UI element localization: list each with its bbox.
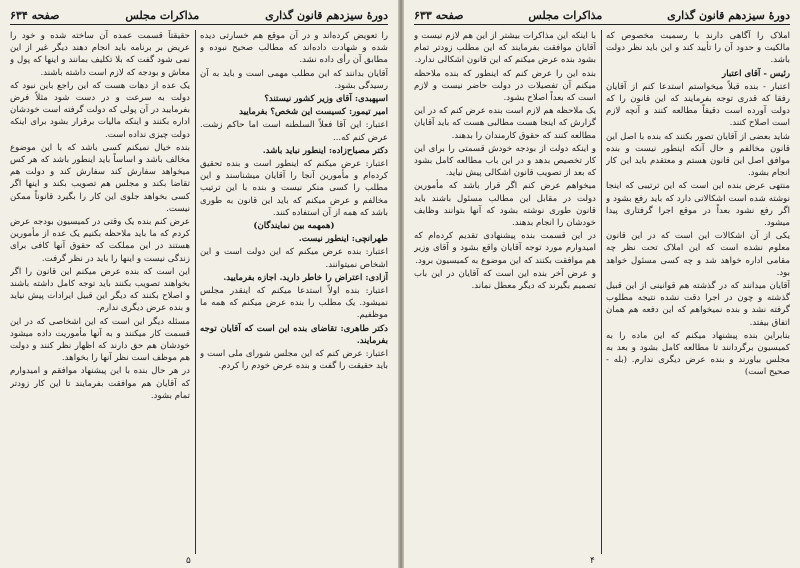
paragraph: یک عده از دهات هست که این راجع باین نبود که دولت به سرعت و در دست شود مثلاً فرض بفرمایید در آن پولی که دولت گرفته است خودشان اداره بکنند و اینکه مالیات برقرار بشود برای اینکه دولت چیزی نداده است. xyxy=(10,80,190,140)
right-page-right-column xyxy=(606,30,790,554)
left-header-page-label: صفحه ۶۳۴ xyxy=(10,8,60,22)
paragraph: آقایان میدانند که در گذشته هم قوانینی از این قبیل گذشته و چون در اجرا دقت نشده نتیجه مطلوب گرفته نشد و بنده نمیخواهم که این دفعه هم همان اتفاق بیفتد. xyxy=(606,281,790,328)
left-page xyxy=(0,0,398,568)
right-page-left-column xyxy=(414,30,596,554)
paragraph: اعتبار: عرض میکنم که اینطور است و بنده تحقیق کرده‌ام و مأمورین آنجا را آقایان میشناسند و این مطلب را کسی منکر نیست و بنده با این ترتیب مخالفم و عرض میکنم که باید این قانون به طوری باشد که همه از آن استفاده کنند. xyxy=(200,159,388,218)
column-divider xyxy=(195,30,196,554)
paragraph: اعتبار: بنده اولاً استدعا میکنم که اینقدر مجلس نمیشود. یک مطلب را بنده عرض میکنم که همه ما موظفیم. xyxy=(200,286,388,321)
left-page-header xyxy=(10,6,388,25)
paragraph: در هر حال بنده با این پیشنهاد موافقم و امیدوارم که آقایان هم موافقت بفرمایند تا این کار زودتر تمام بشود. xyxy=(10,366,190,401)
paragraph: یکی از آن اشکالات این است که در این قانون معلوم نشده است که این املاک تحت نظر چه مقامی اداره خواهد شد و چه کسی مسئول خواهد بود. xyxy=(606,231,790,278)
paragraph: حقیقتاً قسمت عمده آن ساخته شده و خود را عریض بر برنامه باید انجام دهند دیگر غیر از این نمی شود گفت که بلا تکلیف بمانند و اینها که پول و معاش و بودجه که لازم است داشته باشند. xyxy=(10,31,190,78)
paragraph: این است که بنده عرض میکنم این قانون را اگر بخواهند تصویب بکنند باید توجه کامل داشته باشند و اصلاح بکنند که دیگر این قبیل ایرادات پیش نیاید و بنده عرض دیگری ندارم. xyxy=(10,266,190,314)
paragraph: و عرض آخر بنده این است که آقایان در این باب تصمیم بگیرند که دیگر معطل نماند. xyxy=(414,268,596,292)
paragraph: آقایان بدانند که این مطلب مهمی است و باید به آن رسیدگی بشود. xyxy=(200,68,388,91)
left-page-left-column xyxy=(10,30,190,554)
interjection: (همهمه بین نمایندگان) xyxy=(253,221,335,232)
right-page-number: ۴ xyxy=(590,556,595,566)
paragraph: یک ملاحظه هم لازم است بنده عرض کنم که در این گزارش که اینجا هست مطالبی هست که باید آقایان مطالعه کنند که حقوق کارمندان را بدهند. xyxy=(414,106,596,141)
paragraph: را تعویض کرده‌اند و در آن موقع هم خسارتی دیده شده و شهادت داده‌اند که مطالب صحیح نبوده و مطابق آن رأی داده نشد. xyxy=(200,31,388,66)
speaker-line: اسپهبدی: آقای وزیر کشور نیستند؟ xyxy=(264,94,388,105)
paragraph: با اینکه این مذاکرات بیشتر از این هم لازم نیست و آقایان موافقت بفرمایند که این مطلب زودتر تمام بشود بنده عرض میکنم که این قانون اشکالی ندارد. xyxy=(414,31,596,66)
speaker-line: دکتر مصباح‌زاده: اینطور نباید باشد. xyxy=(262,145,388,156)
left-page-right-column xyxy=(200,30,388,554)
paragraph: در این قسمت بنده پیشنهادی تقدیم کرده‌ام که امیدوارم مورد توجه آقایان واقع بشود و آقای وزیر هم موافقت بکنند که این موضوع به کمیسیون برود. xyxy=(414,231,596,266)
left-header-session: دورهٔ سیزدهم قانون گذاری xyxy=(265,8,388,22)
right-page-header xyxy=(414,6,790,25)
speaker-line: امیر تیمور: کسیست این شخص؟ بفرمایید xyxy=(239,107,388,118)
paragraph: و اینکه دولت از بودجه خودش قسمتی را برای این کار تخصیص بدهد و در این باب مطالعه کامل بشود که بعد از تصویب قانون اشکالی پیش نیاید. xyxy=(414,143,596,179)
right-page xyxy=(404,0,800,568)
right-header-page-label: صفحه ۶۳۳ xyxy=(414,8,464,22)
left-header-title: مذاکرات مجلس xyxy=(125,8,200,22)
paragraph: بنده این را عرض کنم که اینطور که بنده ملاحظه میکنم آن تفصیلات در دولت حاضر نیست و لازم است که بعداً اصلاح بشود. xyxy=(414,68,596,104)
paragraph: املاک را آگاهی دارند با رسمیت مخصوص که مالکیت و حدود آن را تأیید کند و این باید نظر دولت باشد. xyxy=(606,31,790,66)
paragraph: بنابراین بنده پیشنهاد میکنم که این ماده را به کمیسیون برگردانند تا مطالعه کامل بشود و بعد به مجلس بیاورند و بنده عرض دیگری ندارم. (بله - صحیح است) xyxy=(606,330,790,378)
paragraph: اعتبار: این آقا فعلاً السلطنه است اما حاکم زشت. عرض کنم که... xyxy=(200,120,388,143)
speaker-line: طهرانچی: اینطور نیست. xyxy=(298,234,388,245)
paragraph: منتهی عرض بنده این است که این ترتیبی که اینجا نوشته شده است اشکالاتی دارد که باید رفع بشود و اگر رفع نشود بعداً در موقع اجرا گرفتاری پیدا میشود. xyxy=(606,181,790,229)
paragraph: میخواهم عرض کنم اگر قرار باشد که مأمورین دولت در مقابل این مطالب مسئول باشند باید قانون طوری نوشته بشود که آنها بتوانند وظایف خودشان را انجام بدهند. xyxy=(414,181,596,229)
paragraph: اعتبار: عرض کنم که این مجلس شورای ملی است و باید حقیقت را گفت و بنده عرض خودم را کردم. xyxy=(200,349,388,372)
paragraph: اعتبار - بنده قبلاً میخواستم استدعا کنم از آقایان رفقا که قدری توجه بفرمایند که این قانون را که دولت آورده است دقیقاً مطالعه کنند و آنچه لازم است اصلاح کنند. xyxy=(606,81,790,129)
paragraph: شاید بعضی از آقایان تصور بکنند که بنده با اصل این قانون مخالفم و حال آنکه اینطور نیست و بنده موافق اصل این قانون هستم و معتقدم باید این کار انجام بشود. xyxy=(606,131,790,179)
speaker-line: رئیس - آقای اعتبار xyxy=(722,68,790,79)
paragraph: مسئله دیگر این است که این اشخاصی که در این قسمت کار میکنند و به آنها مأموریت داده میشود خودشان هم حق دارند که اظهار نظر کنند و دولت هم موظف است نظر آنها را بخواهد. xyxy=(10,316,190,364)
paragraph: بنده خیال نمیکنم کسی باشد که با این موضوع مخالف باشد و اساساً باید اینطور باشد که هر کس میخواهد سفارش کند سفارش کند و دولت هم تقاضا بکند و مجلس هم تصویب بکند و اینها اگر کسی بخواهد جلوی این کار را بگیرد قانوناً ممکن نیست. xyxy=(10,142,190,214)
paragraph: عرض کنم بنده یک وقتی در کمیسیون بودجه عرض کردم که ما باید ملاحظه بکنیم یک عده از مأمورین هستند در این مملکت که حقوق آنها کافی برای زندگی نیست و اینها را باید در نظر گرفت. xyxy=(10,217,190,264)
speaker-line: آزادی: اعتراض را خاطر دارید. اجازه بفرمایید. xyxy=(223,272,388,283)
paragraph: اعتبار: بنده عرض میکنم که این دولت است و این اشخاص نمیتوانند. xyxy=(200,247,388,270)
left-page-number: ۵ xyxy=(186,556,191,566)
speaker-line: دکتر طاهری: تقاضای بنده این است که آقایان توجه بفرمایند. xyxy=(200,323,388,346)
right-header-session: دورهٔ سیزدهم قانون گذاری xyxy=(667,8,790,22)
right-header-title: مذاکرات مجلس xyxy=(528,8,603,22)
column-divider xyxy=(601,30,602,554)
